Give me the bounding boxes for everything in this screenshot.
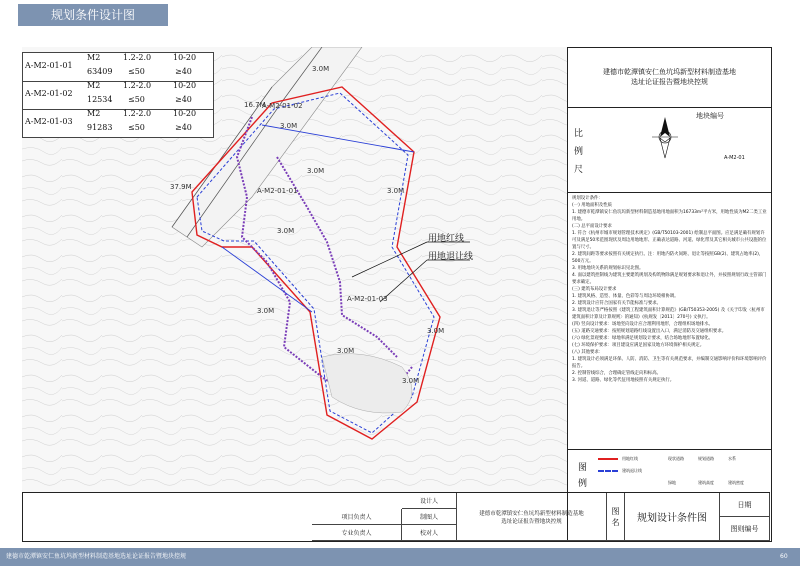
density-cell: ≤50	[128, 67, 145, 76]
drawing-title: 规划设计条件图	[625, 493, 720, 541]
planning-notes	[572, 195, 767, 445]
note-line: 1. 建德市乾潭镇安仁鱼坑坞新型材料制造基地用地面积为16733m²平方米，用地性质为M2二类工业用地。	[572, 210, 767, 222]
legend-item: 建筑密度	[728, 480, 744, 485]
legend-item: 水系	[728, 456, 736, 461]
legend-item: 用地红线	[622, 456, 638, 461]
date-label: 日期	[720, 493, 770, 517]
landuse-cell: M2	[87, 81, 101, 90]
road-width-label: 37.9M	[170, 183, 192, 191]
far-cell: 1.2-2.0	[123, 109, 152, 118]
note-line: 1. 建筑风格、造型、体量、色彩等与周边环境相协调。	[572, 294, 679, 299]
callout-red-line: 用地红线	[428, 234, 465, 244]
callout-setback-line: 用地退让线	[428, 252, 474, 262]
note-line: (七) 环境保护要求：项目建设应满足国家及地方环境保护相关规定。	[572, 343, 705, 348]
project-title-line2: 选址论证报告暨地块控规	[631, 78, 708, 86]
footer-bar	[0, 548, 800, 566]
note-line: 2. 控制管线综合，合理确定管线走向和标高。	[572, 371, 662, 376]
legend-swatch-blue	[598, 470, 618, 476]
project-name-cell	[457, 493, 607, 541]
setback-label: 3.0M	[427, 327, 445, 335]
page-header-title: 规划条件设计图	[18, 4, 168, 26]
header-bar	[0, 0, 800, 30]
plot-no-value: A-M2-01	[724, 155, 745, 161]
drawing-name-label	[607, 493, 625, 541]
legend-swatch-red	[598, 458, 618, 464]
green-cell: ≥40	[175, 95, 192, 104]
drawing-no-label: 图则编号	[720, 517, 770, 541]
legend-item: 规划道路	[698, 456, 714, 461]
note-line: 规划设计条件：	[572, 196, 603, 201]
title-block	[22, 492, 770, 541]
page-number: 60	[780, 553, 788, 560]
scale-label: 比 例 尺	[574, 129, 584, 175]
table-row	[23, 81, 213, 110]
note-line: (八) 其他要求：	[572, 350, 604, 355]
footer-text: 建德市乾潭镇安仁鱼坑坞新型材料制造基地选址论证报告暨地块控规	[6, 553, 187, 560]
far-cell: 1.2-2.0	[123, 53, 152, 62]
compass-block	[568, 107, 771, 193]
landuse-cell: M2	[87, 53, 101, 62]
note-line: 2. 建筑设计应符合国家有关节能标准与要求。	[572, 301, 662, 306]
project-name-line1: 建德市乾潭镇安仁鱼坑坞新型材料制造基地	[479, 510, 584, 517]
setback-label: 3.0M	[307, 167, 325, 175]
note-line: 1. 符合《杭州市城市规划管理技术规定》(GB/T50103-2001) 绘制总平面图。应足满足确有规划许可及满足50米范围现状及周边用地地形、正确表达道路、河道、绿化带及其它相关城市公共设施的位置与尺寸。	[572, 231, 767, 250]
plot-label[interactable]: A-M2-01-02	[262, 102, 303, 110]
note-line: (四) 竖向设计要求：场地竖向设计应合理利用地形，合理组织场地排水。	[572, 322, 713, 327]
note-line: (一) 用地面积及性质	[572, 203, 612, 208]
north-arrow-icon	[650, 115, 680, 160]
legend-label: 图 例	[578, 463, 588, 489]
note-line: 3. 河道、道路、绿化等代征用地按照有关规定执行。	[572, 378, 675, 383]
setback-label: 3.0M	[277, 227, 295, 235]
note-line: 3. 用地地块关系的规划标识见北图。	[572, 266, 644, 271]
design-person-label: 设计人	[402, 493, 457, 509]
note-line: 4. 面以建筑控制线为建筑主要建筑规划及构筑物除满足规划要求和退让外，并按照规划行政主管部门要求确定。	[572, 273, 767, 285]
setback-label: 3.0M	[387, 187, 405, 195]
project-title-block	[568, 47, 771, 108]
height-cell: 10-20	[173, 109, 197, 118]
landuse-cell: M2	[87, 109, 101, 118]
legend-item: 建筑高度	[698, 480, 714, 485]
height-cell: 10-20	[173, 53, 197, 62]
density-cell: ≤50	[128, 123, 145, 132]
drawing-name-char: 图	[611, 506, 620, 516]
checker-label: 校对人	[402, 525, 457, 541]
far-cell: 1.2-2.0	[123, 81, 152, 90]
legend-item: 现状道路	[668, 456, 684, 461]
table-row	[23, 53, 213, 82]
plot-label[interactable]: A-M2-01-03	[347, 295, 388, 303]
plot-label[interactable]: A-M2-01-01	[257, 187, 298, 195]
note-line: (六) 绿化景观要求：绿地率满足规划设计要求，结合场地地形布置绿化。	[572, 336, 713, 341]
plot-id: A-M2-01-03	[25, 117, 73, 126]
drafter-label: 制图人	[402, 509, 457, 525]
project-name-line2: 选址论证报告暨地块控规	[501, 518, 562, 525]
green-cell: ≥40	[175, 123, 192, 132]
setback-label: 3.0M	[402, 377, 420, 385]
drawing-name-char: 名	[611, 517, 620, 527]
height-cell: 10-20	[173, 81, 197, 90]
legend-item: 建筑退让线	[622, 468, 642, 473]
setback-label: 3.0M	[337, 347, 355, 355]
plot-index-table	[22, 52, 214, 138]
plot-id: A-M2-01-01	[25, 61, 73, 70]
table-row	[23, 109, 213, 137]
project-title-line1: 建德市乾潭镇安仁鱼坑坞新型材料制造基地	[603, 68, 736, 76]
legend-item: 绿地	[668, 480, 676, 485]
note-line: 1. 建筑设计必须满足环保、人防、消防、卫生等有关规范要求，并编制交通影响评价和环境影响评价报告。	[572, 357, 767, 369]
plot-no-label: 地块编号	[696, 112, 724, 120]
specialist-label: 专业负责人	[312, 525, 402, 541]
note-line: (二) 总平面设计要求	[572, 224, 612, 229]
area-cell: 12534	[87, 95, 113, 104]
road-width-label: 16.7M	[244, 101, 266, 109]
note-line: 2. 建筑间距等要求按照有关规定执行。注：用地内防火间距、退让等按照GB(2)、建筑占地率(2)，500万元。	[572, 252, 764, 264]
area-cell: 91283	[87, 123, 113, 132]
area-cell: 63409	[87, 67, 113, 76]
note-line: 3. 建筑退让等严格按照《建筑工程建筑面积计算规范》(GB/T50353-2005) 及《关于印发〈杭州市建筑面积计算及计算规则〉的通知》(杭规发〔2011〕270号) 文执行。	[572, 308, 765, 320]
green-cell: ≥40	[175, 67, 192, 76]
setback-label: 3.0M	[312, 65, 330, 73]
setback-label: 3.0M	[257, 307, 275, 315]
right-info-panel	[567, 47, 771, 540]
note-line: (五) 道路交通要求：按照规划道路红线设置出入口，满足消防及交通组织要求。	[572, 329, 727, 334]
project-manager-label: 项目负责人	[312, 509, 402, 525]
note-line: (三) 建筑布局设计要求	[572, 287, 617, 292]
density-cell: ≤50	[128, 95, 145, 104]
plot-id: A-M2-01-02	[25, 89, 73, 98]
setback-label: 3.0M	[280, 122, 298, 130]
